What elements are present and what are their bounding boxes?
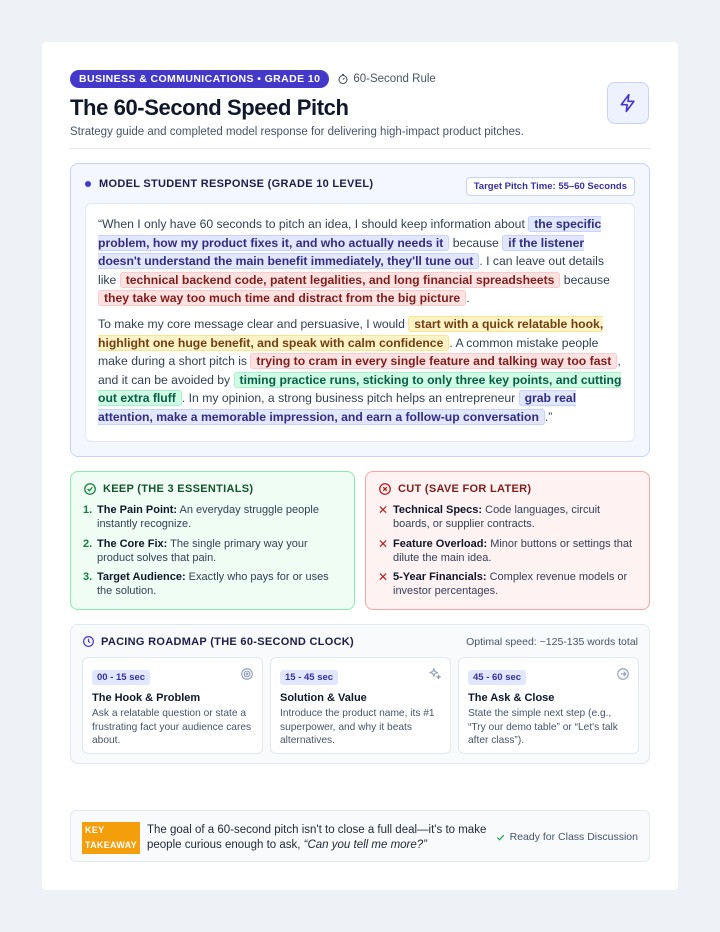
text-run: .”	[544, 409, 553, 424]
text-run: .	[466, 291, 470, 306]
keep-item	[83, 537, 342, 565]
cut-item	[378, 537, 637, 565]
x-icon: ✕	[378, 570, 389, 584]
arrow-circle-icon	[616, 667, 630, 681]
roadmap-step-close	[458, 657, 639, 754]
item-text: Complex revenue models or investor percentages.	[393, 571, 628, 597]
worksheet	[42, 42, 678, 890]
x-circle-icon	[378, 482, 392, 496]
keep-item	[83, 503, 342, 531]
highlight-strategy: start with a quick relatable hook, highlight one huge benefit, and speak with calm confidence	[98, 316, 604, 350]
text-run: . A common mistake people make during a short pitch is	[98, 335, 599, 369]
highlight-leave-out: technical backend code, patent legalities, and long financial spreadsheets	[120, 272, 561, 288]
bullet-dot-icon	[85, 181, 91, 187]
header	[70, 70, 650, 140]
step-time: 45 - 60 sec	[468, 670, 526, 685]
cut-item	[378, 503, 637, 531]
text-run: . In my opinion, a strong business pitch helps an entrepreneur	[181, 391, 519, 406]
item-text: Minor buttons or settings that dilute the main idea.	[393, 537, 633, 564]
clock-icon	[82, 635, 95, 648]
item-number: 3.	[83, 571, 93, 583]
page-subtitle: Strategy guide and completed model response for delivering high-impact product pitches.	[70, 126, 524, 138]
keep-item	[83, 570, 342, 598]
target-icon	[240, 667, 254, 681]
page-title: The 60-Second Speed Pitch	[70, 95, 349, 120]
optimal-speed: Optimal speed: ~125-135 words total	[466, 636, 638, 648]
text-run: . I can leave out details like	[98, 254, 604, 287]
lightning-button[interactable]	[607, 82, 649, 124]
key-takeaway-badge: KEY TAKEAWAY	[82, 822, 140, 854]
x-icon: ✕	[378, 503, 389, 517]
highlight-fix: timing practice runs, sticking to only three key points, and cutting out extra fluff	[98, 372, 622, 406]
cut-item	[378, 570, 637, 598]
item-label: Target Audience:	[97, 571, 186, 583]
ready-status	[495, 831, 638, 843]
item-number: 2.	[83, 537, 93, 550]
target-time-pill: Target Pitch Time: 55–60 Seconds	[466, 177, 635, 196]
x-icon: ✕	[378, 536, 389, 551]
takeaway-quote: “Can you tell me more?”	[303, 839, 427, 851]
highlight-leave-out-reason: they take way too much time and distract from the big picture	[98, 290, 466, 306]
subject-badge: BUSINESS & COMMUNICATIONS • GRADE 10	[70, 70, 329, 88]
item-label: Feature Overload:	[393, 537, 488, 550]
item-text: Exactly who pays for or uses the solution.	[97, 571, 329, 597]
item-text: The single primary way your product solves that pain.	[97, 537, 308, 564]
item-label: Technical Specs:	[393, 504, 483, 516]
text-run: , and it can be avoided by	[98, 354, 621, 387]
item-label: The Pain Point:	[97, 504, 178, 516]
roadmap-step-hook	[82, 657, 263, 754]
key-takeaway-text	[147, 823, 497, 853]
highlight-opinion: grab real attention, make a memorable impression, and earn a follow-up conversation	[98, 391, 577, 424]
timer-icon	[337, 73, 349, 85]
cut-list	[378, 503, 637, 598]
pacing-roadmap	[70, 624, 650, 764]
step-time: 15 - 45 sec	[280, 670, 338, 685]
item-text: An everyday struggle people instantly recognize.	[97, 504, 319, 530]
cut-card	[365, 471, 650, 610]
step-title: The Hook & Problem	[92, 692, 201, 704]
check-circle-icon	[83, 482, 97, 496]
model-response-title: MODEL STUDENT RESPONSE (GRADE 10 LEVEL)	[99, 178, 374, 190]
response-paragraph-2	[98, 315, 622, 427]
keep-list	[83, 503, 342, 598]
text-run: To make my core message clear and persuasive, I would	[98, 316, 409, 331]
key-takeaway	[70, 810, 650, 862]
highlight-keep-info: the specific problem, how my product fixes it, and who actually needs it	[98, 217, 602, 250]
model-response-text	[85, 203, 635, 442]
lightning-icon	[618, 93, 638, 113]
text-run: because	[449, 235, 503, 250]
highlight-mistake: trying to cram in every single feature and talking way too fast	[250, 353, 617, 369]
keep-title: KEEP (THE 3 ESSENTIALS)	[103, 483, 254, 495]
step-description: Introduce the product name, its #1 superpower, and why it beats alternatives.	[280, 708, 435, 746]
step-time: 00 - 15 sec	[92, 670, 150, 685]
text-run: because	[560, 272, 610, 287]
model-response-panel	[70, 163, 650, 457]
sparkle-icon	[428, 667, 442, 681]
response-paragraph-1	[98, 215, 622, 308]
item-number: 1.	[83, 504, 93, 516]
step-description: State the simple next step (e.g., “Try our demo table” or “Let's talk after class”).	[468, 708, 618, 746]
keep-card	[70, 471, 355, 610]
cut-title: CUT (SAVE FOR LATER)	[398, 483, 532, 495]
step-title: The Ask & Close	[468, 692, 555, 704]
check-icon	[495, 832, 506, 843]
ready-text: Ready for Class Discussion	[509, 831, 638, 843]
step-title: Solution & Value	[280, 692, 367, 704]
highlight-reason: if the listener doesn't understand the main benefit immediately, they'll tune out	[98, 235, 585, 269]
item-label: 5-Year Financials:	[393, 571, 487, 583]
roadmap-title: PACING ROADMAP (THE 60-SECOND CLOCK)	[101, 635, 355, 648]
item-label: The Core Fix:	[97, 537, 168, 550]
header-divider	[70, 148, 650, 149]
text-run: “When I only have 60 seconds to pitch an idea, I should keep information about	[98, 217, 529, 231]
rule-label-text: 60-Second Rule	[353, 73, 436, 85]
step-description: Ask a relatable question or state a frustrating fact your audience cares about.	[92, 708, 252, 746]
item-text: Code languages, circuit boards, or supplier contracts.	[393, 504, 601, 530]
rule-label	[337, 73, 435, 85]
takeaway-body: The goal of a 60-second pitch isn't to close a full deal—it's to make people curious enough to ask,	[147, 824, 487, 851]
roadmap-step-solution	[270, 657, 451, 754]
